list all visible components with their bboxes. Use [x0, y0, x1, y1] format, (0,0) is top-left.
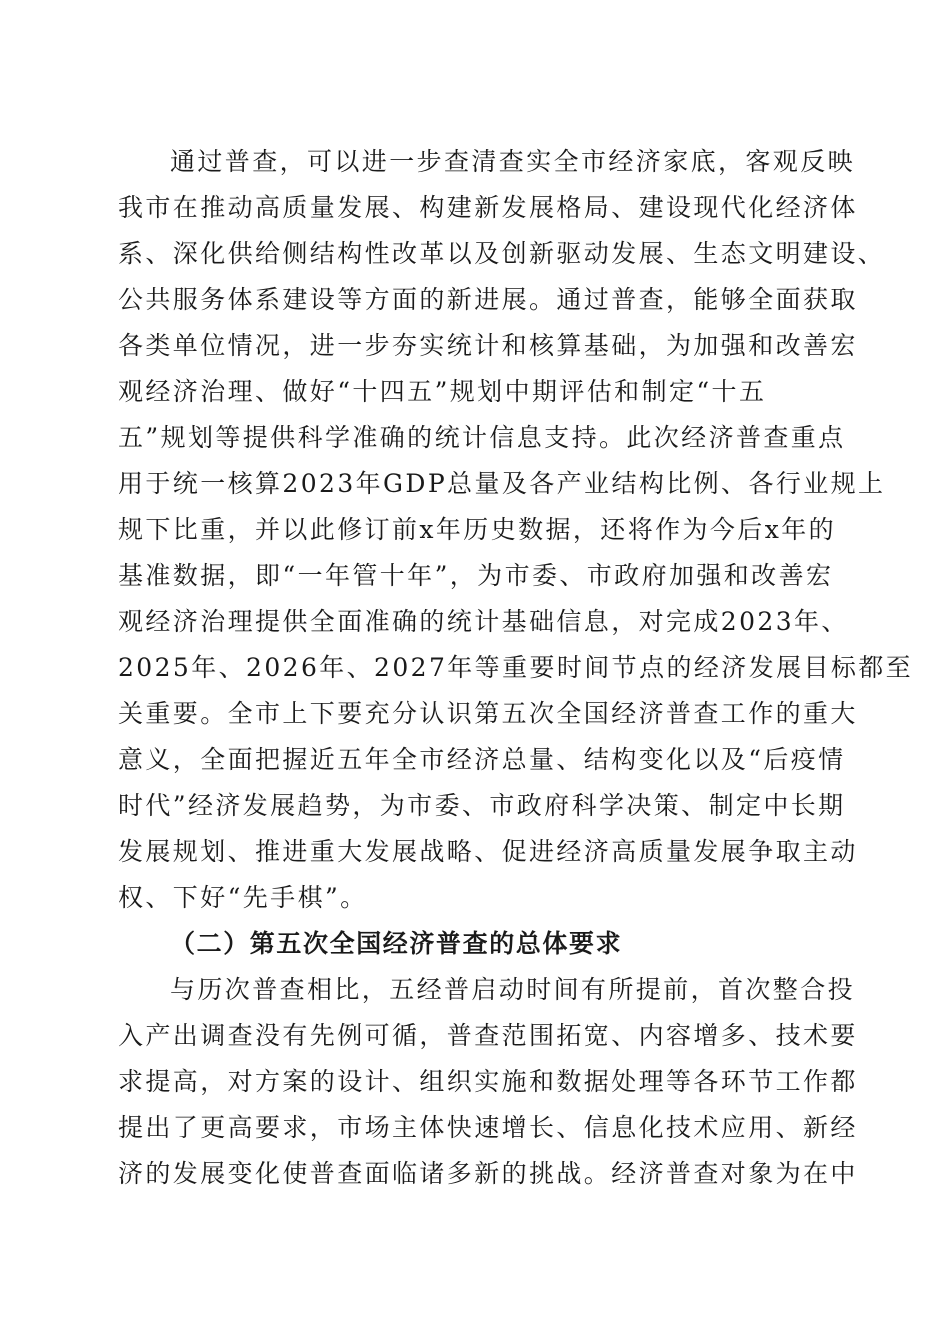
paragraph-line: 关重要。全市上下要充分认识第五次全国经济普查工作的重大: [118, 699, 858, 728]
paragraph-line: 规下比重，并以此修订前x年历史数据，还将作为今后x年的: [118, 515, 837, 544]
paragraph-line: 求提高，对方案的设计、组织实施和数据处理等各环节工作都: [118, 1067, 858, 1096]
paragraph-line: 系、深化供给侧结构性改革以及创新驱动发展、生态文明建设、: [118, 239, 886, 268]
paragraph-line: 各类单位情况，进一步夯实统计和核算基础，为加强和改善宏: [118, 331, 858, 360]
paragraph-line: 发展规划、推进重大发展战略、促进经济高质量发展争取主动: [118, 837, 858, 866]
paragraph-line: 时代”经济发展趋势，为市委、市政府科学决策、制定中长期: [118, 791, 846, 820]
paragraph-line: 提出了更高要求，市场主体快速增长、信息化技术应用、新经: [118, 1113, 858, 1142]
paragraph-line: 基准数据，即“一年管十年”，为市委、市政府加强和改善宏: [118, 561, 834, 590]
paragraph-line: 与历次普查相比，五经普启动时间有所提前，首次整合投: [170, 975, 856, 1004]
paragraph-line: 观经济治理提供全面准确的统计基础信息，对完成2023年、: [118, 607, 849, 636]
paragraph-line: 通过普查，可以进一步查清查实全市经济家底，客观反映: [170, 147, 856, 176]
paragraph-line: 五”规划等提供科学准确的统计信息支持。此次经济普查重点: [118, 423, 846, 452]
paragraph-line: 权、下好“先手棋”。: [118, 883, 368, 912]
paragraph-line: 公共服务体系建设等方面的新进展。通过普查，能够全面获取: [118, 285, 858, 314]
section-heading: （二）第五次全国经济普查的总体要求: [170, 929, 623, 958]
paragraph-line: 2025年、2026年、2027年等重要时间节点的经济发展目标都至: [118, 653, 914, 682]
paragraph-line: 观经济治理、做好“十四五”规划中期评估和制定“十五: [118, 377, 767, 406]
paragraph-line: 意义，全面把握近五年全市经济总量、结构变化以及“后疫情: [118, 745, 846, 774]
paragraph-line: 济的发展变化使普查面临诸多新的挑战。经济普查对象为在中: [118, 1159, 858, 1188]
paragraph-line: 入产出调查没有先例可循，普查范围拓宽、内容增多、技术要: [118, 1021, 858, 1050]
paragraph-line: 用于统一核算2023年GDP总量及各产业结构比例、各行业规上: [118, 469, 886, 498]
paragraph-line: 我市在推动高质量发展、构建新发展格局、建设现代化经济体: [118, 193, 858, 222]
